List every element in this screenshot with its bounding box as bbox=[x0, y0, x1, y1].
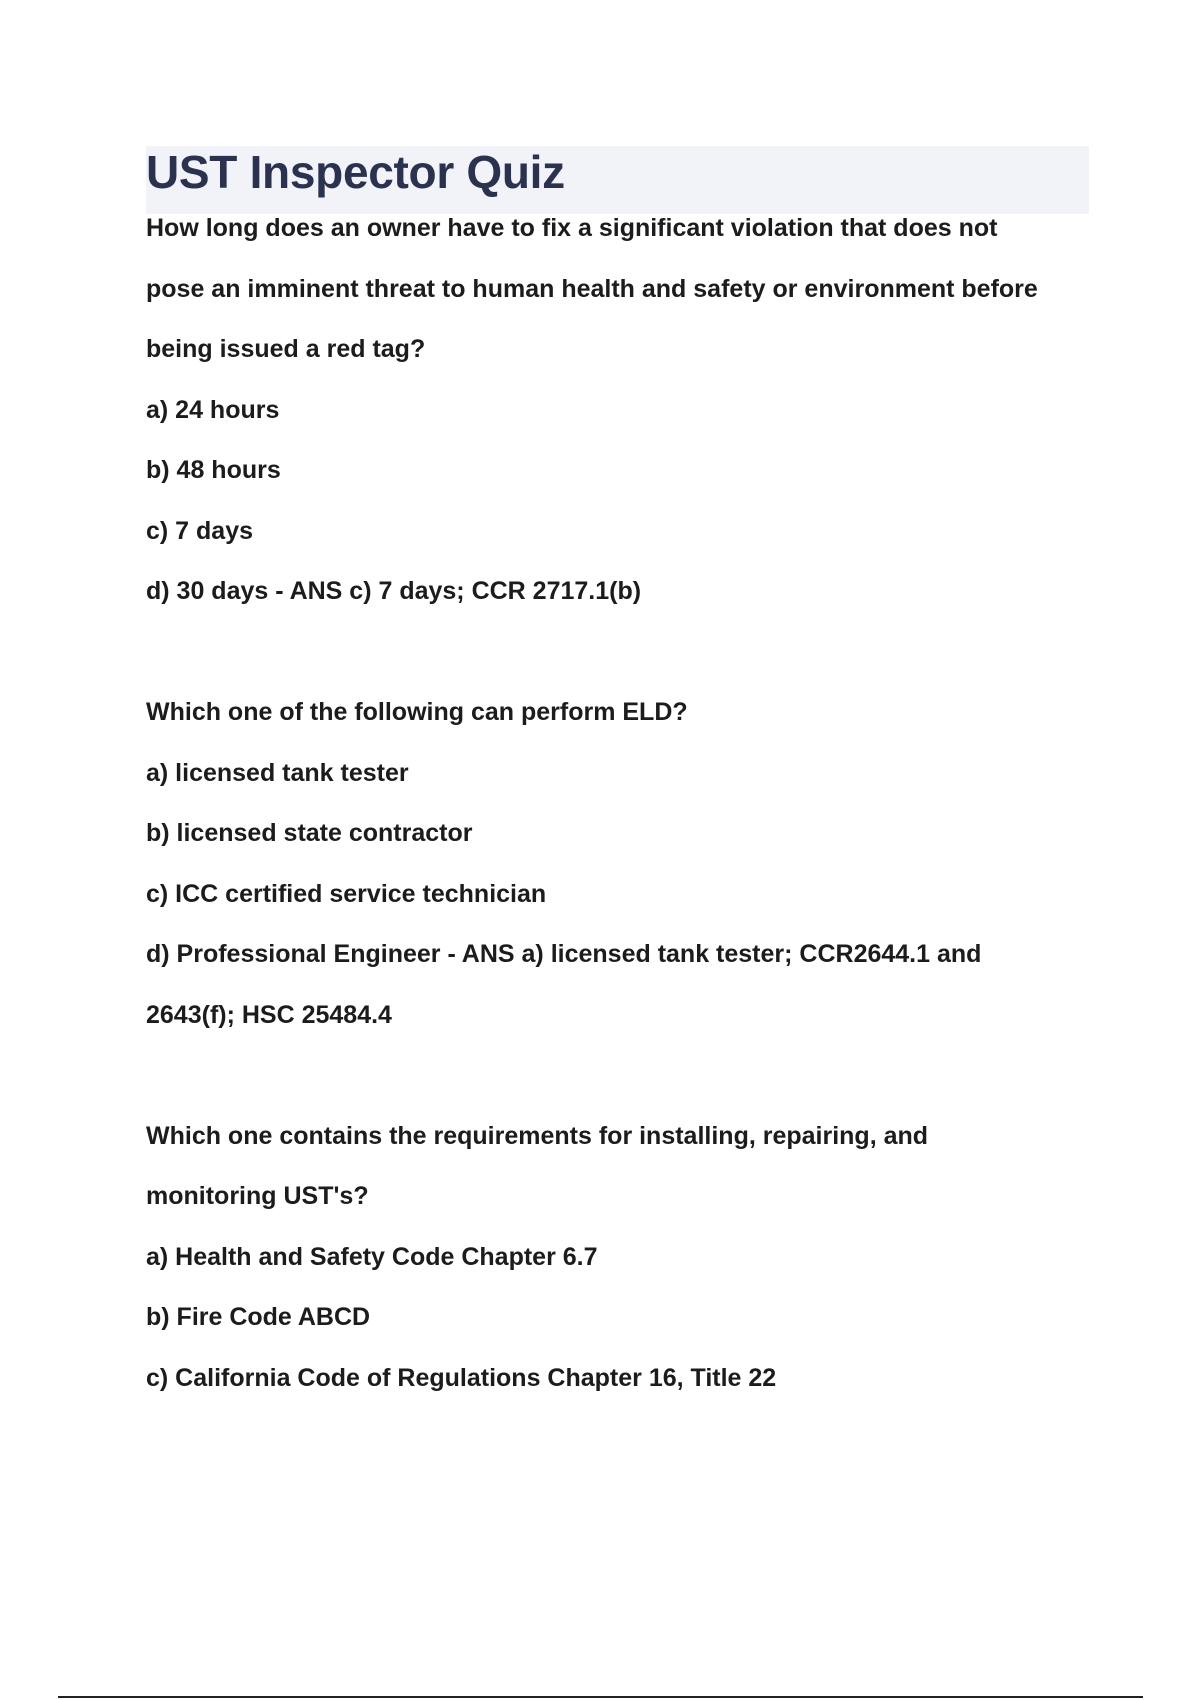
spacer bbox=[146, 622, 1106, 683]
question-text: monitoring UST's? bbox=[146, 1182, 369, 1210]
answer-continuation: 2643(f); HSC 25484.4 bbox=[146, 1000, 392, 1029]
question-text: Which one contains the requirements for installing, repairing, and bbox=[146, 1121, 929, 1150]
question-text: pose an imminent threat to human health and safety or environment before bbox=[146, 274, 1038, 303]
answer-option: b) Fire Code ABCD bbox=[146, 1303, 371, 1331]
answer-option: b) licensed state contractor bbox=[146, 819, 473, 847]
answer-option: a) 24 hours bbox=[146, 395, 280, 424]
question-3 bbox=[146, 1106, 1106, 1409]
question-text: Which one of the following can perform ELD? bbox=[146, 698, 688, 726]
answer-option: c) ICC certified service technician bbox=[146, 879, 547, 908]
page-title: UST Inspector Quiz bbox=[146, 146, 565, 198]
answer-option-with-answer: d) Professional Engineer - ANS a) licensed tank tester; CCR2644.1 and bbox=[146, 940, 982, 968]
answer-option: c) 7 days bbox=[146, 516, 254, 545]
question-text: being issued a red tag? bbox=[146, 335, 426, 363]
question-2 bbox=[146, 682, 1106, 1045]
answer-option: a) licensed tank tester bbox=[146, 758, 409, 787]
spacer bbox=[146, 1045, 1106, 1106]
answer-option: a) Health and Safety Code Chapter 6.7 bbox=[146, 1242, 598, 1271]
footer-divider bbox=[58, 1696, 1143, 1698]
answer-option: b) 48 hours bbox=[146, 456, 281, 484]
answer-option: c) California Code of Regulations Chapter 16, Title 22 bbox=[146, 1363, 777, 1392]
quiz-content bbox=[146, 198, 1106, 1408]
question-text: How long does an owner have to fix a significant violation that does not bbox=[146, 214, 998, 242]
question-1 bbox=[146, 198, 1106, 622]
answer-option-with-answer: d) 30 days - ANS c) 7 days; CCR 2717.1(b) bbox=[146, 577, 642, 605]
